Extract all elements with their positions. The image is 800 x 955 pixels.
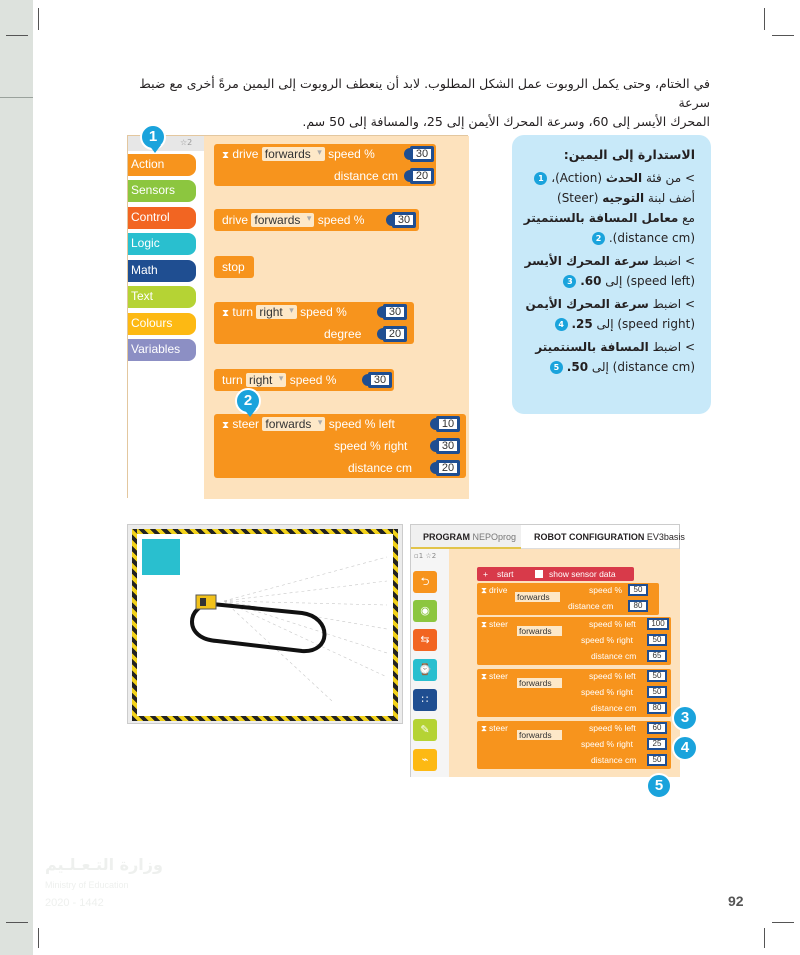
block-keyword: drive xyxy=(489,585,508,595)
speed-label: speed % xyxy=(300,305,347,319)
side-tab-labels[interactable]: ▫1 ☆2 xyxy=(414,552,437,560)
intro-paragraph xyxy=(110,74,710,131)
crop-mark xyxy=(38,928,39,948)
bold-run: سرعة المحرك الأيمن xyxy=(525,297,649,311)
instruction-item-3 xyxy=(522,294,695,334)
crop-mark xyxy=(772,35,794,36)
math-category-icon[interactable]: ∷ xyxy=(413,689,437,711)
program-steer-block-3[interactable] xyxy=(477,721,671,769)
block-keyword: steer xyxy=(232,417,260,431)
ministry-watermark: وزارة التـعـلـيم xyxy=(45,855,163,874)
drive-block[interactable] xyxy=(214,209,419,231)
sensor-category-icon[interactable]: ◉ xyxy=(413,600,437,622)
program-canvas xyxy=(449,549,680,777)
program-tabs xyxy=(411,525,685,549)
text-run: > من فئة xyxy=(642,171,695,185)
blockly-toolbox-panel xyxy=(127,135,468,498)
crop-mark xyxy=(6,35,28,36)
speed-right-value[interactable]: 50 xyxy=(647,634,667,646)
bold-run: 60. xyxy=(580,274,602,288)
text-run: (distance cm) إلى xyxy=(588,360,695,374)
text-run: (Action)، xyxy=(547,171,606,185)
speed-left-value[interactable]: 10 xyxy=(436,416,460,432)
direction-dropdown[interactable]: right ▾ xyxy=(246,373,286,387)
speed-left-value[interactable]: 60 xyxy=(647,722,667,734)
direction-dropdown[interactable]: forwards xyxy=(517,626,562,636)
page-margin-strip xyxy=(0,0,33,955)
program-category-bar xyxy=(411,549,449,777)
mini-badge: 4 xyxy=(555,318,568,331)
bold-run: معامل المسافة بالسنتميتر xyxy=(523,211,679,225)
category-sensors[interactable]: Sensors xyxy=(128,180,196,202)
tab-label-rest: NEPOprog xyxy=(470,532,517,542)
robot-simulation-view xyxy=(127,524,403,724)
intro-line-1: في الختام، وحتى يكمل الروبوت عمل الشكل المطلوب. لابد أن ينعطف الروبوت إلى اليمين مرةً أخرى مع ضبط سرعة xyxy=(139,76,710,110)
speed-left-value[interactable]: 100 xyxy=(647,618,669,630)
hourglass-icon: ⧗ xyxy=(222,420,230,431)
direction-dropdown[interactable]: forwards xyxy=(517,678,562,688)
speed-right-value[interactable]: 25 xyxy=(647,738,667,750)
direction-dropdown[interactable]: forwards ▾ xyxy=(262,417,325,431)
text-run: مع xyxy=(678,211,695,225)
mini-badge: 2 xyxy=(592,232,605,245)
direction-dropdown[interactable]: forwards ▾ xyxy=(262,147,325,161)
show-sensor-label: show sensor data xyxy=(549,569,616,579)
crop-mark xyxy=(6,922,28,923)
distance-value[interactable]: 20 xyxy=(410,168,434,184)
direction-dropdown[interactable]: right ▾ xyxy=(256,305,296,319)
program-drive-block[interactable] xyxy=(477,583,659,615)
turn-block[interactable] xyxy=(214,369,394,391)
degree-value[interactable]: 20 xyxy=(383,326,407,342)
text-category-icon[interactable]: ✎ xyxy=(413,719,437,741)
category-colours[interactable]: Colours xyxy=(128,313,196,335)
block-flyout xyxy=(204,136,469,499)
program-steer-block-2[interactable] xyxy=(477,669,671,717)
speed-value[interactable]: 30 xyxy=(392,212,416,228)
hourglass-icon: ⧗ xyxy=(481,671,487,681)
block-keyword: turn xyxy=(222,373,243,387)
start-label: start xyxy=(497,569,514,579)
drive-distance-block[interactable] xyxy=(214,144,436,186)
bold-run: 25. xyxy=(571,317,593,331)
callout-badge-2: 2 xyxy=(235,388,261,414)
instruction-item-1 xyxy=(522,168,695,248)
mini-badge: 1 xyxy=(534,172,547,185)
nepo-program-panel xyxy=(410,524,685,777)
distance-value[interactable]: 80 xyxy=(628,600,648,612)
block-keyword: turn xyxy=(232,305,254,319)
speed-label: speed % xyxy=(317,213,365,227)
category-action[interactable]: Action xyxy=(128,154,196,176)
speed-left-label: speed % left xyxy=(328,417,395,431)
text-run: > اضبط xyxy=(648,254,695,268)
block-keyword: steer xyxy=(489,619,508,629)
simulation-canvas[interactable] xyxy=(132,529,398,721)
instruction-item-2 xyxy=(522,251,695,291)
steer-block[interactable] xyxy=(214,414,466,478)
speed-right-label: speed % right xyxy=(334,439,408,453)
distance-value[interactable]: 65 xyxy=(647,650,667,662)
checkbox[interactable] xyxy=(535,570,543,578)
start-block[interactable] xyxy=(477,567,634,581)
speed-right-label: speed % right xyxy=(581,739,633,749)
bold-run: المسافة بالسنتميتر xyxy=(535,340,649,354)
plus-icon: + xyxy=(483,569,488,579)
hourglass-icon: ⧗ xyxy=(481,585,487,595)
action-category-icon[interactable]: ⮌ xyxy=(413,571,437,593)
distance-value[interactable]: 50 xyxy=(647,754,667,766)
block-keyword: stop xyxy=(222,260,245,274)
control-category-icon[interactable]: ⇆ xyxy=(413,629,437,651)
crop-mark xyxy=(38,8,39,30)
tab-label-bold: ROBOT CONFIGURATION xyxy=(534,532,645,542)
speed-label: speed % xyxy=(589,585,623,595)
turn-degree-block[interactable] xyxy=(214,302,414,344)
instruction-box xyxy=(512,135,711,414)
speed-label: speed % xyxy=(328,147,375,161)
distance-value[interactable]: 80 xyxy=(647,702,667,714)
ministry-watermark-year: 2020 - 1442 xyxy=(45,897,104,909)
bold-run: التوجيه xyxy=(602,191,645,205)
distance-label: distance cm xyxy=(591,651,637,661)
speed-left-label: speed % left xyxy=(589,671,636,681)
callout-badge-3: 3 xyxy=(672,705,698,731)
track-drawing xyxy=(132,529,398,721)
logic-category-icon[interactable]: ⌚ xyxy=(413,659,437,681)
text-run: (speed left) إلى xyxy=(601,274,695,288)
direction-dropdown[interactable]: forwards xyxy=(515,592,560,602)
speed-value[interactable]: 50 xyxy=(628,584,648,596)
colour-category-icon[interactable]: ⌁ xyxy=(413,749,437,771)
category-logic[interactable]: Logic xyxy=(128,233,196,255)
tab-label-rest: EV3basis xyxy=(644,532,685,542)
block-keyword: steer xyxy=(489,671,508,681)
text-run: > اضبط xyxy=(648,297,695,311)
category-variables[interactable]: Variables xyxy=(128,339,196,361)
speed-value[interactable]: 30 xyxy=(368,372,392,388)
category-text[interactable]: Text xyxy=(128,286,196,308)
instruction-title: الاستدارة إلى اليمين: xyxy=(563,147,695,162)
crop-mark xyxy=(764,8,765,30)
speed-left-label: speed % left xyxy=(589,723,636,733)
direction-dropdown[interactable]: forwards ▾ xyxy=(251,213,314,227)
text-run: (distance cm). xyxy=(605,231,695,245)
text-run: > اضبط xyxy=(648,340,695,354)
block-keyword: drive xyxy=(232,147,259,161)
tab-program[interactable] xyxy=(423,532,516,542)
bold-run: 50. xyxy=(566,360,589,374)
speed-right-label: speed % right xyxy=(581,687,633,697)
text-run: أضف لبنة xyxy=(644,191,695,205)
hourglass-icon: ⧗ xyxy=(481,619,487,629)
program-steer-block-1[interactable] xyxy=(477,617,671,665)
category-math[interactable]: Math xyxy=(128,260,196,282)
mini-badge: 3 xyxy=(563,275,576,288)
callout-badge-5: 5 xyxy=(646,773,672,799)
tab-robot-configuration[interactable] xyxy=(534,532,685,542)
callout-badge-1: 1 xyxy=(140,124,166,150)
speed-value[interactable]: 30 xyxy=(383,304,407,320)
distance-value[interactable]: 20 xyxy=(436,460,460,476)
distance-label: distance cm xyxy=(591,755,637,765)
direction-dropdown[interactable]: forwards xyxy=(517,730,562,740)
callout-badge-4: 4 xyxy=(672,735,698,761)
text-run: (speed right) إلى xyxy=(592,317,695,331)
distance-label: distance cm xyxy=(591,703,637,713)
distance-label: distance cm xyxy=(568,601,614,611)
category-sidebar xyxy=(128,136,204,499)
block-keyword: steer xyxy=(489,723,508,733)
category-control[interactable]: Control xyxy=(128,207,196,229)
mini-badge: 5 xyxy=(550,361,563,374)
hourglass-icon: ⧗ xyxy=(481,723,487,733)
crop-mark xyxy=(772,922,794,923)
toolbox-tab-label[interactable]: ☆2 xyxy=(180,138,193,147)
speed-right-value[interactable]: 50 xyxy=(647,686,667,698)
instruction-item-4 xyxy=(522,337,695,377)
hourglass-icon: ⧗ xyxy=(222,308,230,319)
speed-right-label: speed % right xyxy=(581,635,633,645)
stop-block[interactable] xyxy=(214,256,254,278)
speed-value[interactable]: 30 xyxy=(410,146,434,162)
hourglass-icon: ⧗ xyxy=(222,150,230,161)
page-number: 92 xyxy=(728,893,744,909)
ministry-watermark-en: Ministry of Education xyxy=(45,880,129,890)
tab-label-bold: PROGRAM xyxy=(423,532,470,542)
speed-right-value[interactable]: 30 xyxy=(436,438,460,454)
bold-run: الحدث xyxy=(605,171,643,185)
speed-left-value[interactable]: 50 xyxy=(647,670,667,682)
distance-label: distance cm xyxy=(348,461,413,475)
distance-label: distance cm xyxy=(334,169,399,183)
intro-line-2: المحرك الأيسر إلى 60، وسرعة المحرك الأيمن إلى 25، والمسافة إلى 50 سم. xyxy=(302,114,710,129)
speed-left-label: speed % left xyxy=(589,619,636,629)
degree-label: degree xyxy=(324,327,362,341)
bold-run: سرعة المحرك الأيسر xyxy=(524,254,649,268)
block-keyword: drive xyxy=(222,213,249,227)
speed-label: speed % xyxy=(289,373,337,387)
crop-mark xyxy=(764,928,765,948)
text-run: (Steer) xyxy=(557,191,603,205)
